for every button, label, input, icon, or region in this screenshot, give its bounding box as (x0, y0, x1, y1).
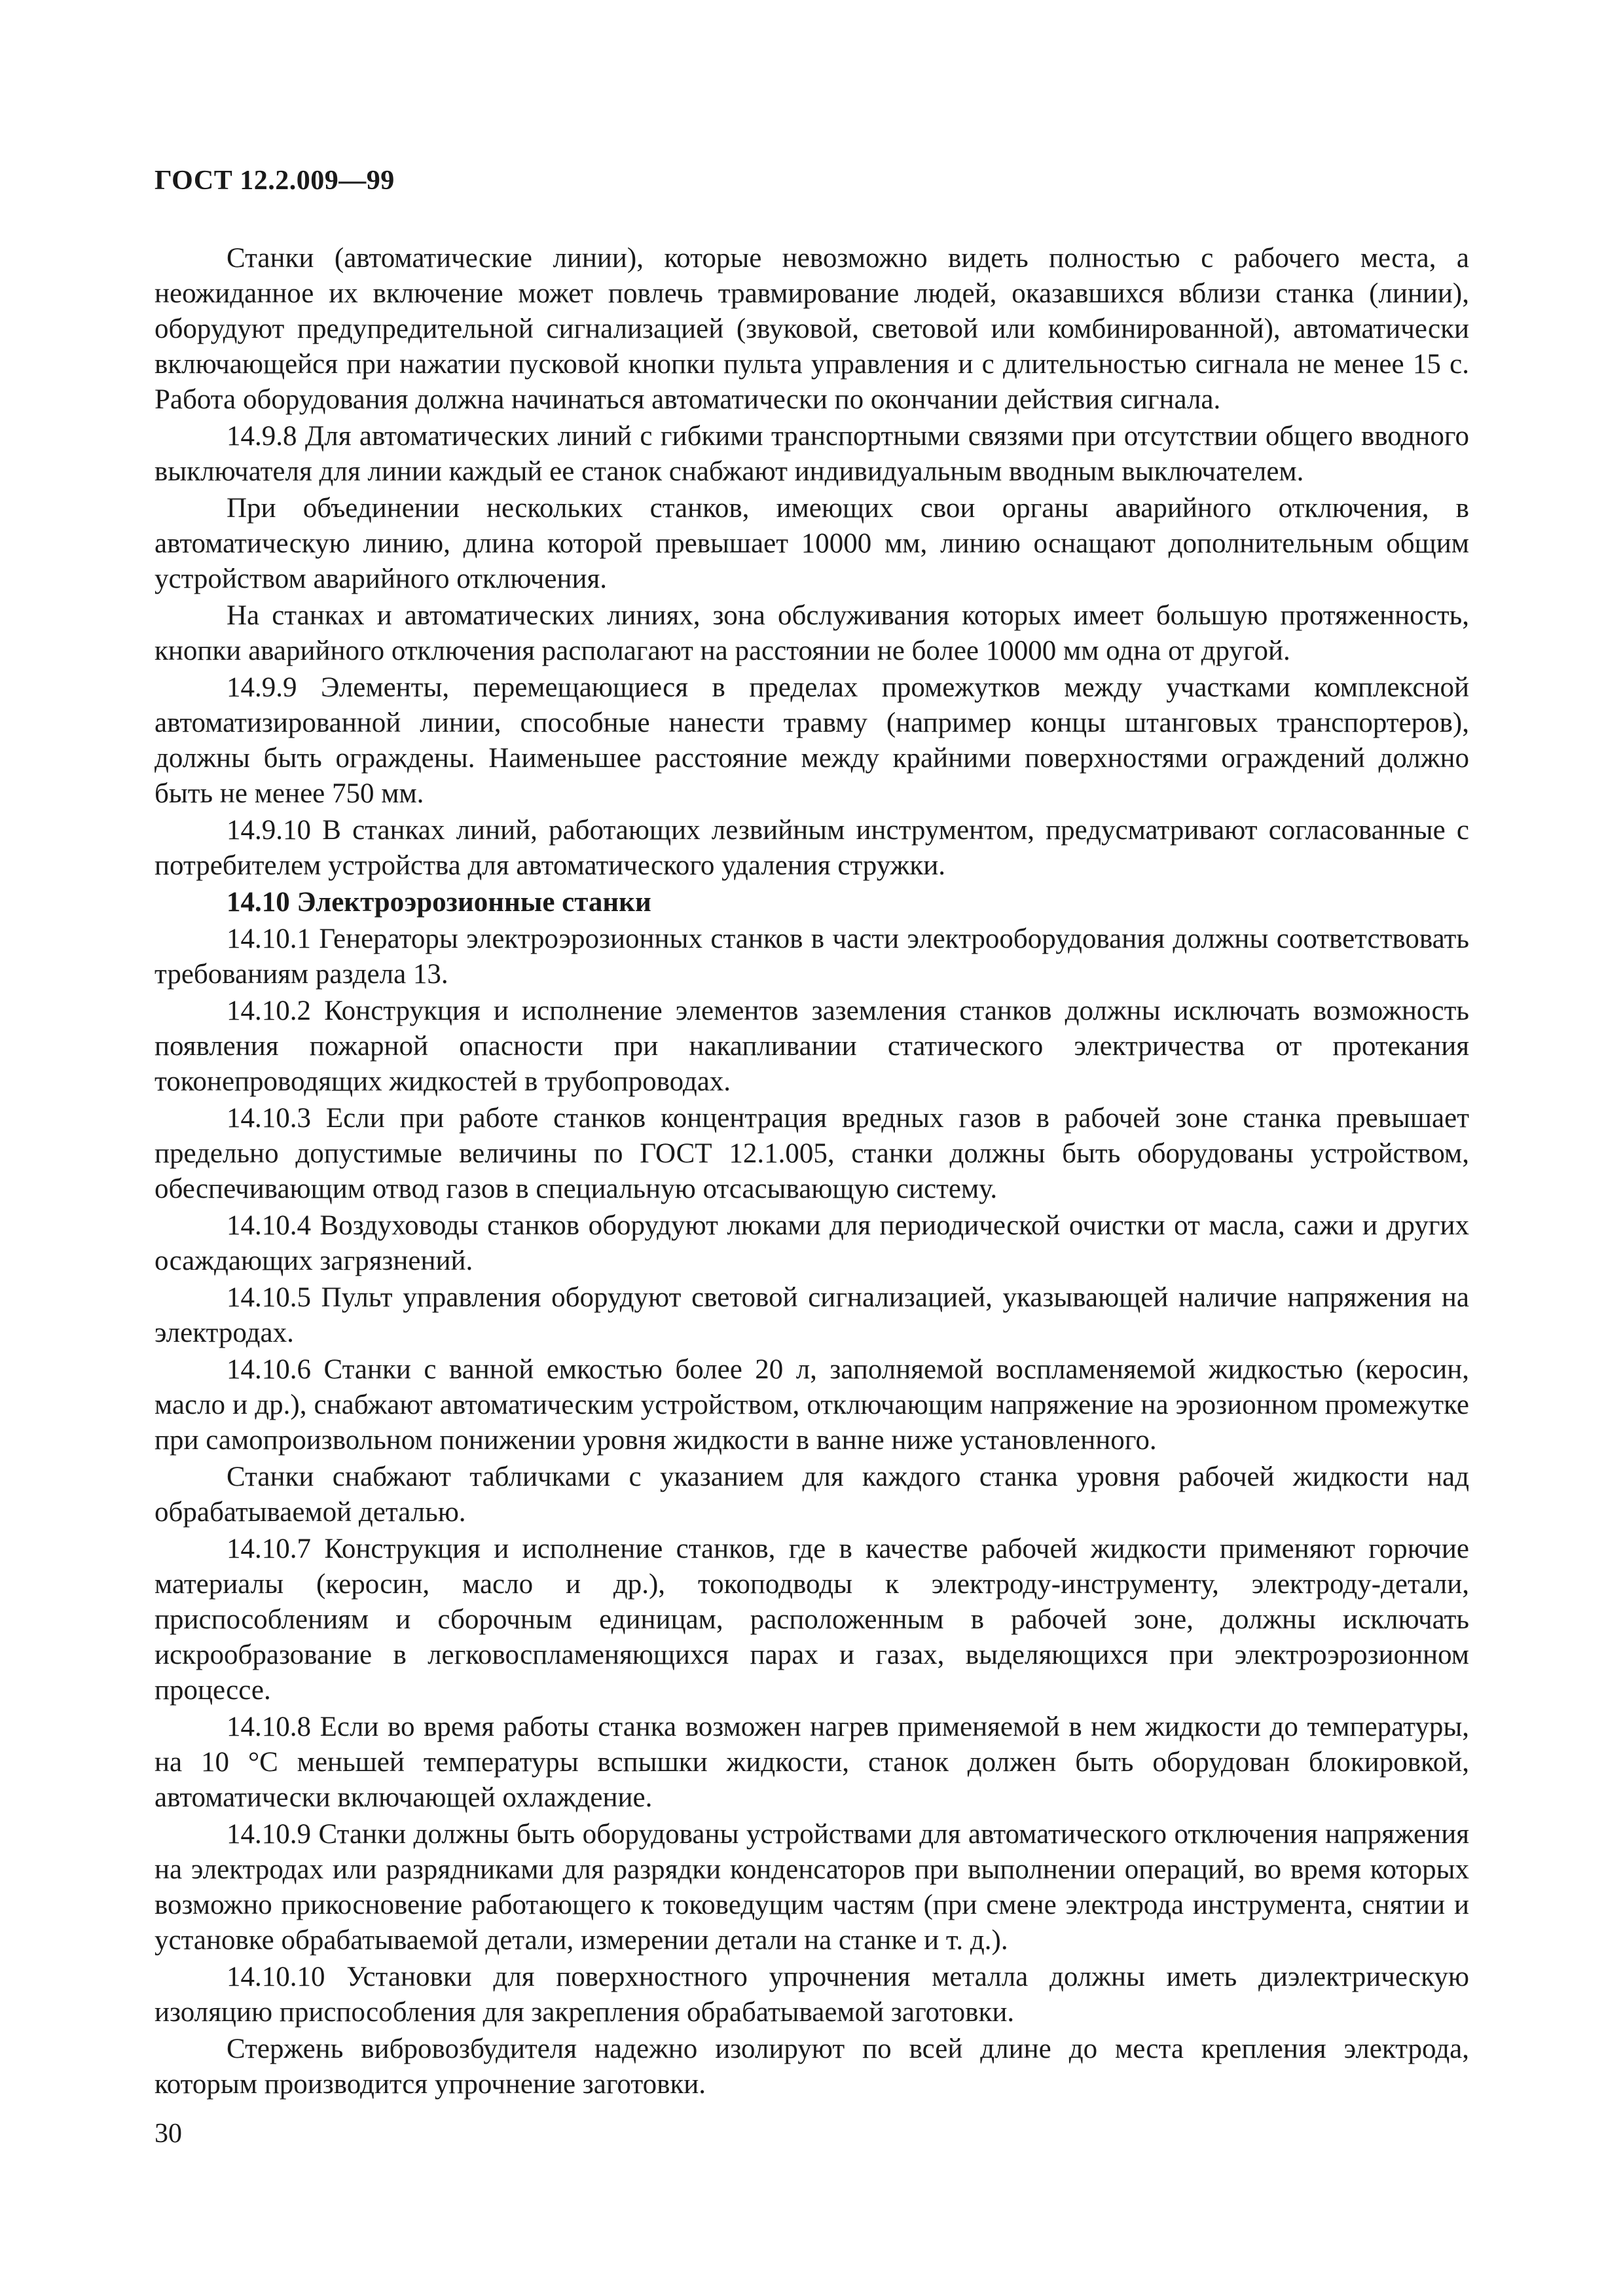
paragraph: На станках и автоматических линиях, зона обслуживания которых имеет большую протяженность, кнопки аварийного отключения располагают на расстоянии не более 10000 мм одна от другой. (155, 600, 1469, 666)
paragraph: 14.10.10 Установки для поверхностного упрочнения металла должны иметь диэлектрическую изоляцию приспособления для закрепления обрабатываемой заготовки. (155, 1962, 1469, 2028)
page-number: 30 (155, 2119, 182, 2149)
document-body (155, 241, 1469, 2104)
paragraph: 14.9.8 Для автоматических линий с гибкими транспортными связями при отсутствии общего вводного выключателя для линии каждый ее станок снабжают индивидуальным вводным выключателем. (155, 421, 1469, 487)
paragraph: 14.9.9 Элементы, перемещающиеся в пределах промежутков между участками комплексной автоматизированной линии, способные нанести травму (например концы штанговых транспортеров), должны быть ограждены. Наименьшее расстояние между крайними поверхностями ограждений должно быть не менее 750 мм. (155, 672, 1469, 809)
paragraph: 14.10.2 Конструкция и исполнение элементов заземления станков должны исключать возможность появления пожарной опасности при накапливании статического электричества от протекания токонепроводящих жидкостей в трубопроводах. (155, 996, 1469, 1097)
paragraph: Стержень вибровозбудителя надежно изолируют по всей длине до места крепления электрода, которым производится упрочнение заготовки. (155, 2034, 1469, 2100)
paragraph: 14.10.7 Конструкция и исполнение станков, где в качестве рабочей жидкости применяют горючие материалы (керосин, масло и др.), токоподводы к электроду-инструменту, электроду-детали, приспособлениям и сборочным единицам, расположенным в рабочей зоне, должны исключать искрообразование в легковоспламеняющихся парах и газах, выделяющихся при электроэрозионном процессе. (155, 1534, 1469, 1706)
paragraph: При объединении нескольких станков, имеющих свои органы аварийного отключения, в автоматическую линию, длина которой превышает 10000 мм, линию оснащают дополнительным общим устройством аварийного отключения. (155, 493, 1469, 594)
section-title: 14.10 Электроэрозионные станки (227, 887, 651, 918)
paragraph: 14.9.10 В станках линий, работающих лезвийным инструментом, предусматривают согласованные с потребителем устройства для автоматического удаления стружки. (155, 815, 1469, 881)
paragraph: 14.10.9 Станки должны быть оборудованы устройствами для автоматического отключения напряжения на электродах или разрядниками для разрядки конденсаторов при выполнении операций, во время которых возможно прикосновение работающего к токоведущим частям (при смене электрода инструмента, снятии и установке обрабатываемой детали, измерении детали на станке и т. д.). (155, 1819, 1469, 1956)
paragraph: 14.10.5 Пульт управления оборудуют световой сигнализацией, указывающей наличие напряжения на электродах. (155, 1282, 1469, 1348)
document-header: ГОСТ 12.2.009—99 (155, 166, 395, 196)
paragraph: 14.10.6 Станки с ванной емкостью более 20 л, заполняемой воспламеняемой жидкостью (керосин, масло и др.), снабжают автоматическим устройством, отключающим напряжение на эрозионном промежутке при самопроизвольном понижении уровня жидкости в ванне ниже установленного. (155, 1354, 1469, 1456)
paragraph: 14.10.4 Воздуховоды станков оборудуют люками для периодической очистки от масла, сажи и других осаждающих загрязнений. (155, 1210, 1469, 1276)
paragraph: 14.10.8 Если во время работы станка возможен нагрев применяемой в нем жидкости до температуры, на 10 °С меньшей температуры вспышки жидкости, станок должен быть оборудован блокировкой, автоматически включающей охлаждение. (155, 1712, 1469, 1813)
paragraph: Станки (автоматические линии), которые невозможно видеть полностью с рабочего места, а неожиданное их включение может повлечь травмирование людей, оказавшихся вблизи станка (линии), оборудуют предупредительной сигнализацией (звуковой, световой или комбинированной), автоматически включающейся при нажатии пусковой кнопки пульта управления и с длительностью сигнала не менее 15 с. Работа оборудования должна начинаться автоматически по окончании действия сигнала. (155, 243, 1469, 415)
paragraph: 14.10.3 Если при работе станков концентрация вредных газов в рабочей зоне станка превышает предельно допустимые величины по ГОСТ 12.1.005, станки должны быть оборудованы устройством, обеспечивающим отвод газов в специальную отсасывающую систему. (155, 1103, 1469, 1204)
paragraph: Станки снабжают табличками с указанием для каждого станка уровня рабочей жидкости над обрабатываемой деталью. (155, 1462, 1469, 1528)
paragraph: 14.10.1 Генераторы электроэрозионных станков в части электрооборудования должны соответствовать требованиям раздела 13. (155, 924, 1469, 990)
